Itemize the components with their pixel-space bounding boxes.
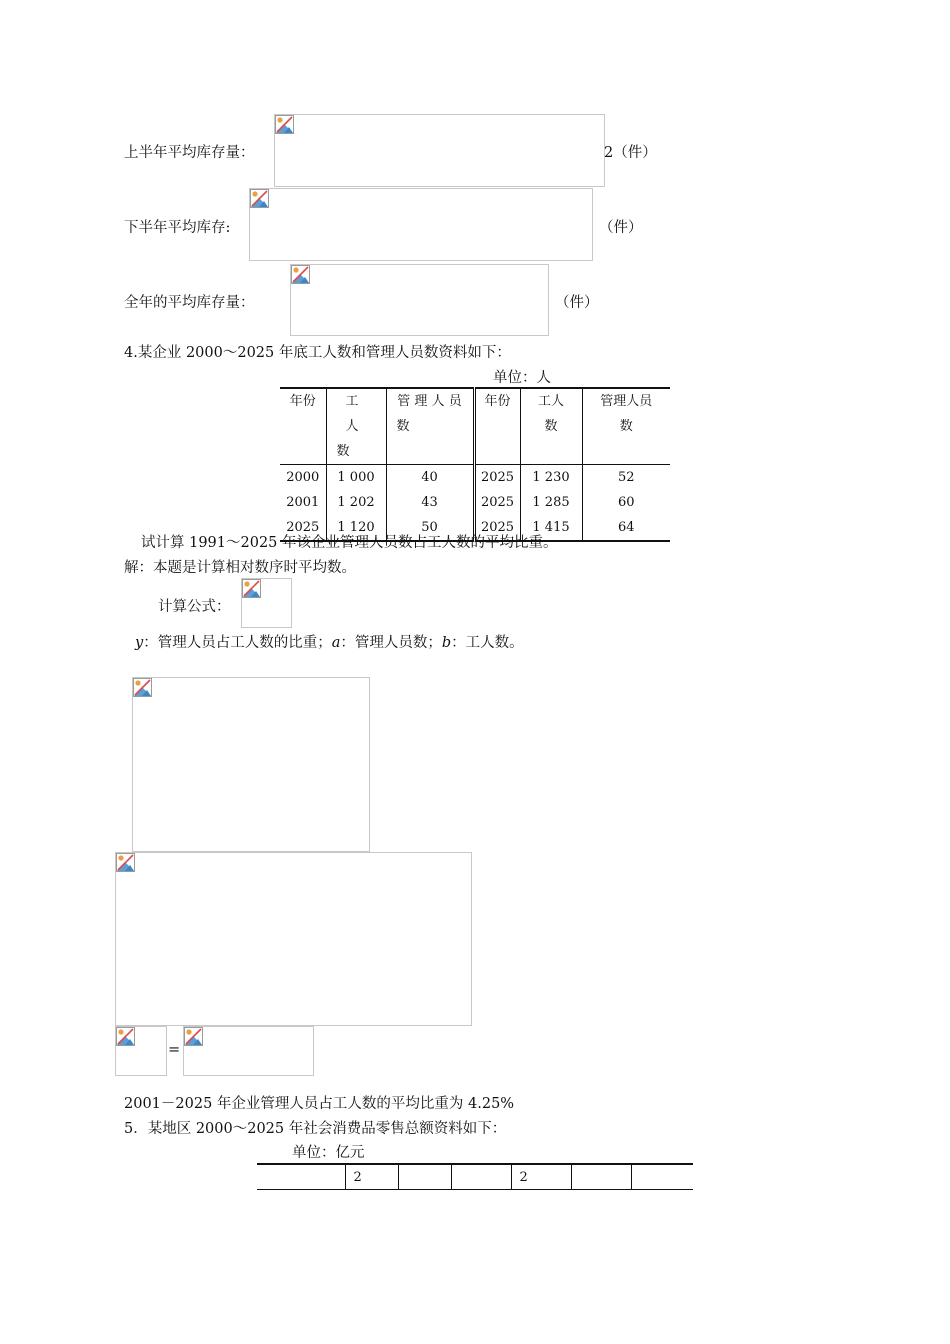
table-row: [280, 465, 670, 491]
cell-year-right: 2025: [474, 490, 520, 515]
cell-managers-right: 60: [582, 490, 670, 515]
table-row: [257, 1164, 693, 1190]
retail-sales-table: [257, 1163, 693, 1190]
formula-label: 计算公式：: [158, 599, 231, 615]
cell-managers: 43: [386, 490, 474, 515]
cell-year-right: 2025: [474, 515, 520, 541]
formula-image-second-half: [249, 188, 593, 261]
broken-image-icon: [116, 853, 135, 872]
formula-image-full-year: [290, 264, 549, 336]
cell-year: 2001: [286, 495, 320, 510]
header-year-right: 年份: [474, 388, 520, 465]
cell-workers-right: 1 415: [520, 515, 582, 541]
q4-task: 试计算 1991～2025 年该企业管理人员数占工人数的平均比重。: [141, 535, 558, 551]
equals-sign: =: [168, 1042, 181, 1058]
table-cell: 2: [345, 1164, 398, 1190]
cell-workers: 1 202: [326, 490, 386, 515]
formula-image-numerator: [132, 677, 370, 852]
formula-image-result-left: [115, 1026, 167, 1076]
header-workers-right: 工人 数: [520, 388, 582, 465]
cell-managers-right: 52: [582, 465, 670, 491]
cell-managers: 40: [386, 465, 474, 491]
table-cell: [398, 1164, 451, 1190]
broken-image-icon: [184, 1027, 203, 1046]
table-cell: [571, 1164, 631, 1190]
solution-intro: 解：本题是计算相对数序时平均数。: [124, 560, 356, 576]
cell-year-right: 2025: [474, 465, 520, 491]
header-year: 年份: [280, 388, 326, 465]
cell-year: 2025: [280, 515, 326, 541]
formula-image-main: [241, 578, 292, 628]
broken-image-icon: [116, 1027, 135, 1046]
formula-image-first-half: [274, 114, 605, 187]
header-workers: 工 人 数: [326, 388, 386, 465]
broken-image-icon: [291, 265, 310, 284]
var-a: a: [331, 635, 341, 651]
var-b: b: [441, 635, 452, 651]
broken-image-icon: [133, 678, 152, 697]
var-a-desc: ：管理人员数；: [340, 635, 442, 651]
cell-workers: 1 120: [326, 515, 386, 541]
q5-title: 5．某地区 2000～2025 年社会消费品零售总额资料如下：: [124, 1121, 507, 1137]
formula-image-result-right: [183, 1026, 314, 1076]
cell-workers-right: 1 285: [520, 490, 582, 515]
cell-workers-right: 1 230: [520, 465, 582, 491]
broken-image-icon: [242, 579, 261, 598]
table-cell: 2: [511, 1164, 571, 1190]
var-y-desc: ：管理人员占工人数的比重；: [143, 635, 332, 651]
var-b-desc: ：工人数。: [451, 635, 524, 651]
second-half-label: 下半年平均库存:: [124, 220, 231, 236]
full-year-label: 全年的平均库存量：: [124, 295, 255, 311]
table-cell: [451, 1164, 511, 1190]
var-y: y: [135, 635, 144, 651]
formula-image-denominator: [115, 852, 472, 1026]
broken-image-icon: [250, 189, 269, 208]
q5-unit: 单位：亿元: [292, 1145, 365, 1161]
cell-managers-right: 64: [582, 515, 670, 541]
second-half-suffix: （件）: [599, 220, 643, 236]
header-managers: 管 理 人 员 数: [386, 388, 474, 465]
employee-table: [280, 387, 670, 542]
first-half-label: 上半年平均库存量：: [124, 145, 255, 161]
variable-definitions: [135, 631, 524, 652]
first-half-suffix: 2（件）: [604, 145, 657, 161]
cell-workers: 1 000: [326, 465, 386, 491]
conclusion: 2001－2025 年企业管理人员占工人数的平均比重为 4.25%: [124, 1096, 515, 1112]
cell-year: 2000: [286, 470, 320, 485]
broken-image-icon: [275, 115, 294, 134]
q4-unit: 单位：人: [493, 370, 551, 386]
cell-managers: 50: [386, 515, 474, 541]
q4-title: 4.某企业 2000～2025 年底工人数和管理人员数资料如下：: [124, 345, 511, 361]
full-year-suffix: （件）: [555, 295, 599, 311]
table-cell: [631, 1164, 693, 1190]
header-managers-right: 管理人员 数: [582, 388, 670, 465]
table-row: [280, 490, 670, 515]
table-cell: [257, 1164, 345, 1190]
